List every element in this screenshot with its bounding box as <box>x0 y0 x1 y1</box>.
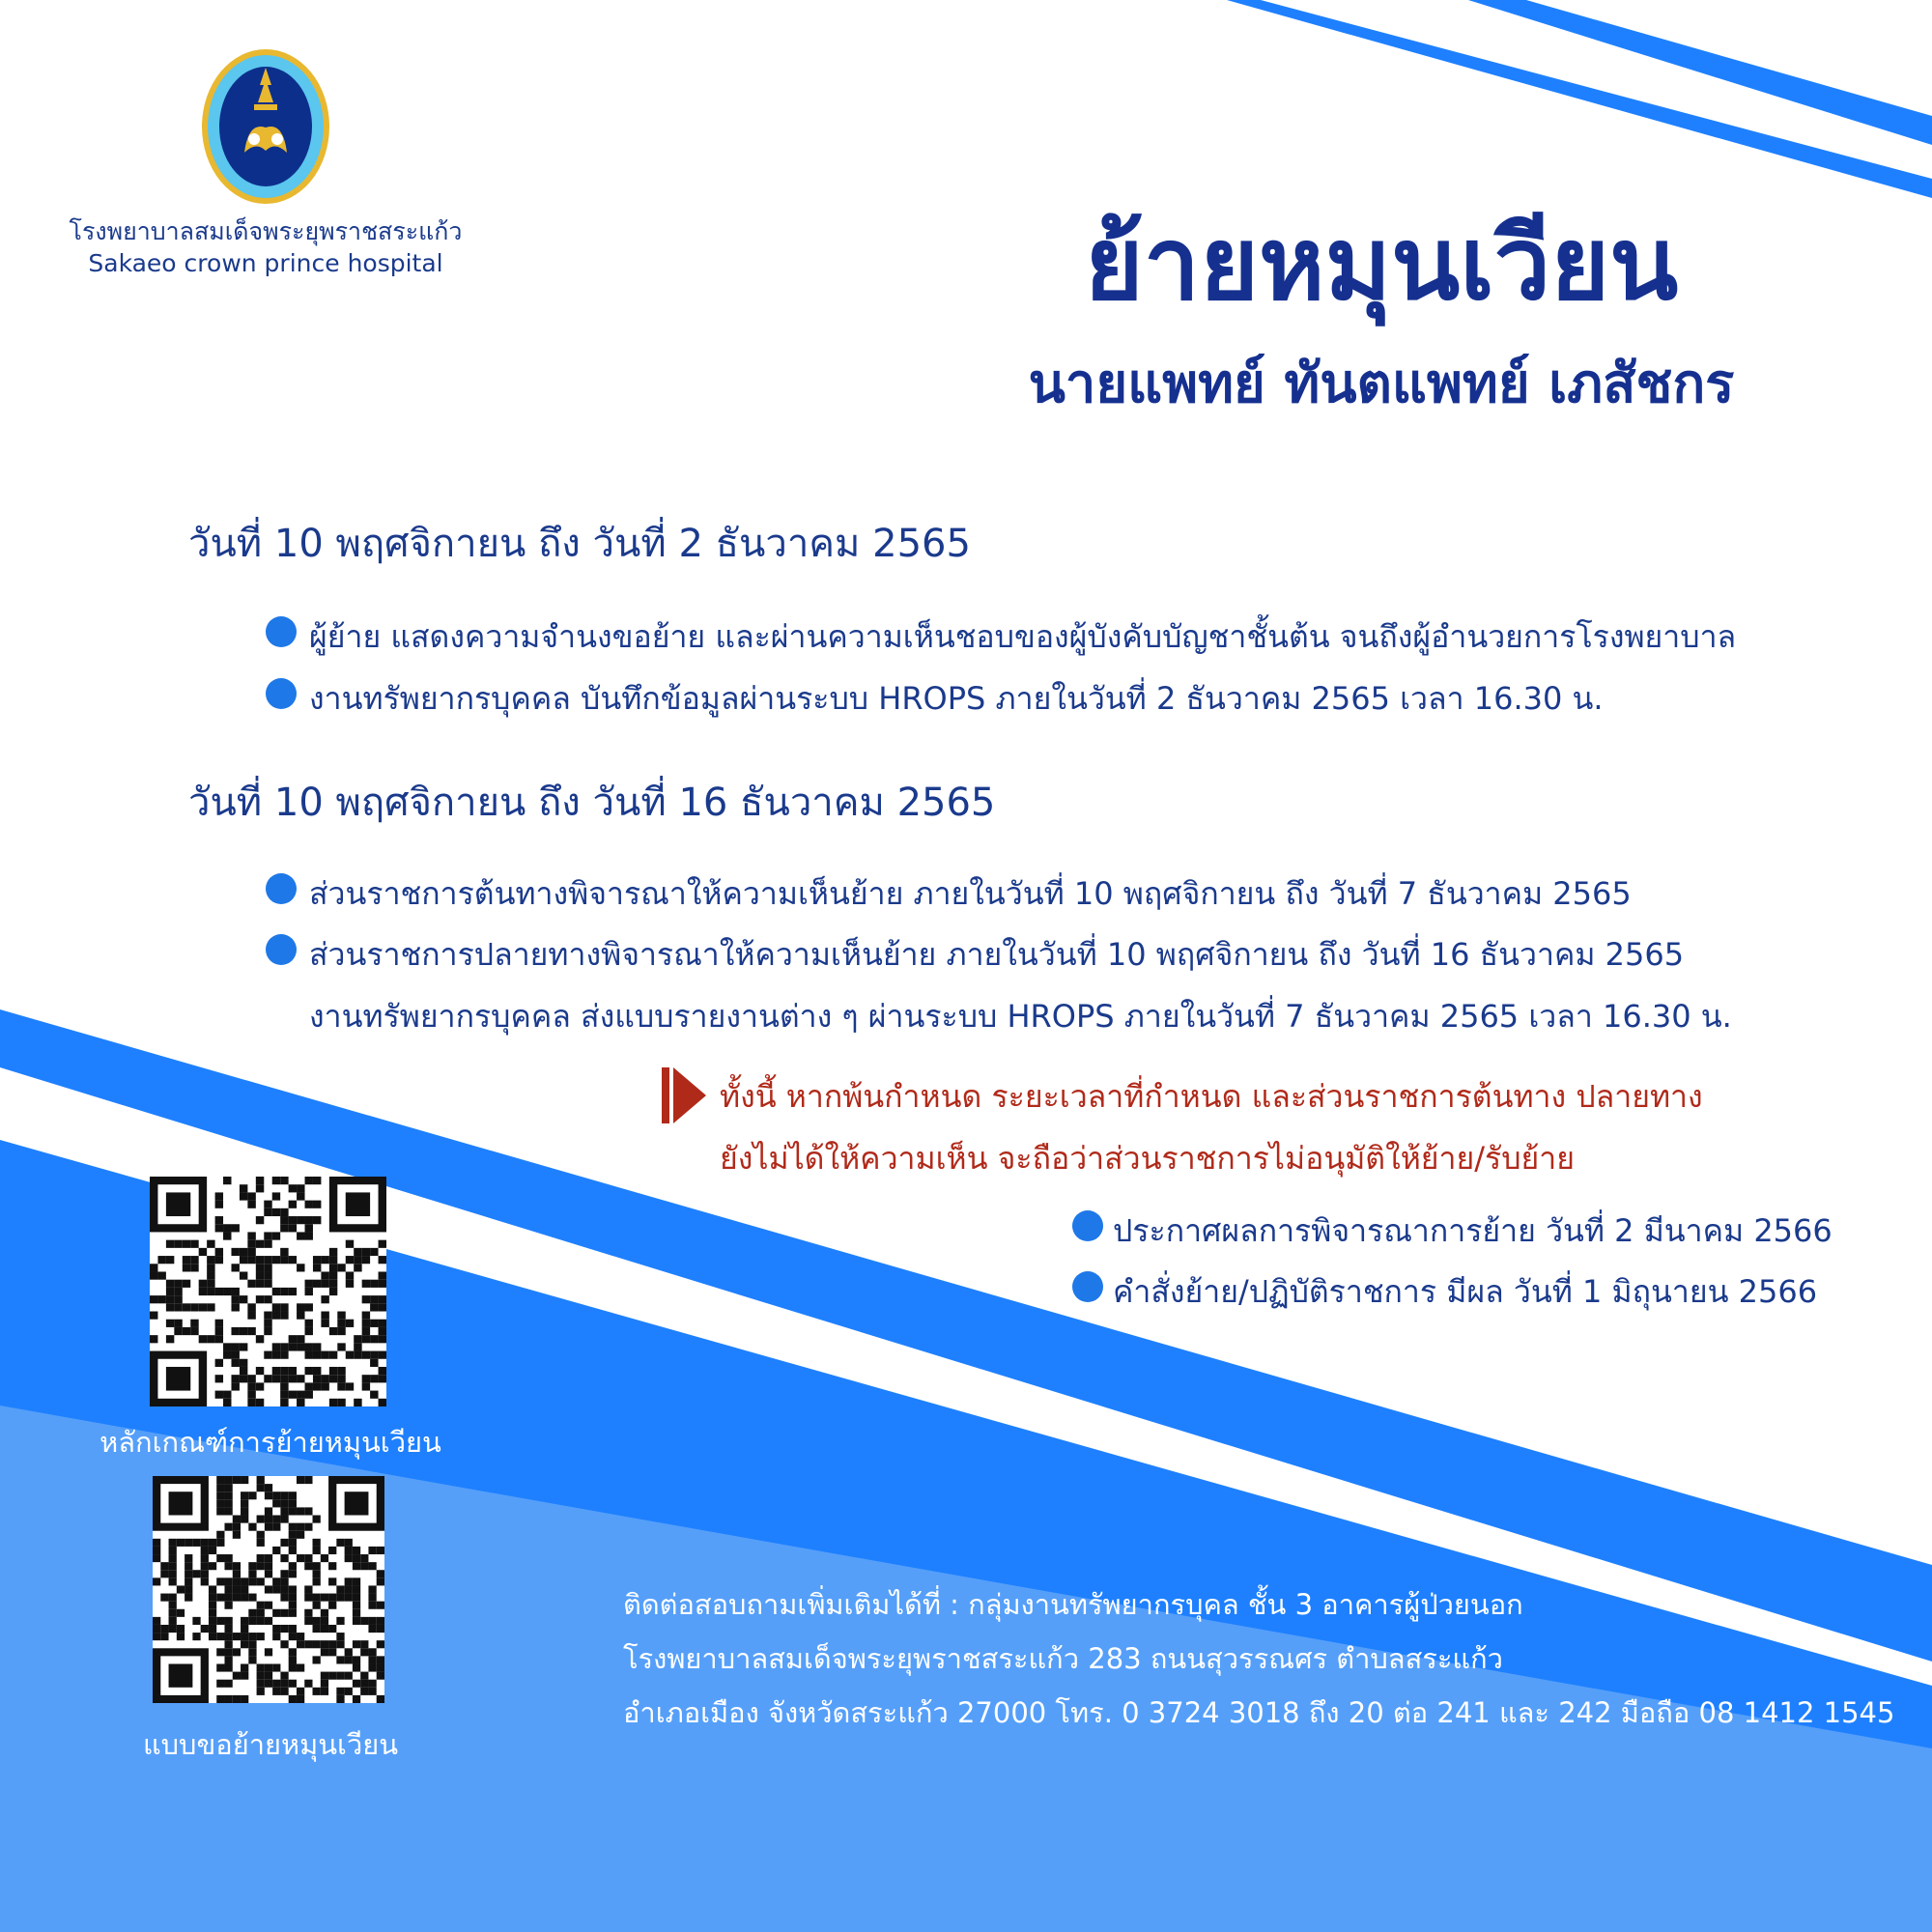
bullet-icon <box>266 616 297 647</box>
contact-line-2: โรงพยาบาลสมเด็จพระยุพราชสระแก้ว 283 ถนนสุวรรณศร ตำบลสระแก้ว <box>623 1642 1503 1675</box>
qr-code-icon[interactable] <box>153 1476 384 1703</box>
section-1-heading: วันที่ 10 พฤศจิกายน ถึง วันที่ 2 ธันวาคม 2565 <box>188 522 971 566</box>
bullet-icon <box>266 678 297 709</box>
play-marker-icon <box>662 1067 706 1123</box>
section-2-item-1: ส่วนราชการต้นทางพิจารณาให้ความเห็นย้าย ภายในวันที่ 10 พฤศจิกายน ถึง วันที่ 7 ธันวาคม 2565 <box>309 875 1632 912</box>
section-2-continuation: งานทรัพยากรบุคคล ส่งแบบรายงานต่าง ๆ ผ่านระบบ HROPS ภายในวันที่ 7 ธันวาคม 2565 เวลา 16.30 น. <box>309 998 1732 1035</box>
note-line-2: ยังไม่ได้ให้ความเห็น จะถือว่าส่วนราชการไม่อนุมัติให้ย้าย/รับย้าย <box>720 1140 1576 1177</box>
contact-line-1: ติดต่อสอบถามเพิ่มเติมได้ที่ : กลุ่มงานทรัพยากรบุคล ชั้น 3 อาคารผู้ป่วยนอก <box>623 1588 1523 1621</box>
bullet-icon <box>266 934 297 965</box>
result-announcement: ประกาศผลการพิจารณาการย้าย วันที่ 2 มีนาคม 2566 <box>1113 1212 1833 1249</box>
section-2-item-2: ส่วนราชการปลายทางพิจารณาให้ความเห็นย้าย ภายในวันที่ 10 พฤศจิกายน ถึง วันที่ 16 ธันวาคม 2565 <box>309 936 1685 973</box>
page-title: ย้ายหมุนเวียน <box>1084 205 1679 323</box>
hospital-logo <box>198 46 333 207</box>
qr-label-form: แบบขอย้ายหมุนเวียน <box>142 1728 399 1761</box>
bullet-icon <box>266 873 297 904</box>
section-1-item-1: ผู้ย้าย แสดงความจำนงขอย้าย และผ่านความเห็นชอบของผู้บังคับบัญชาชั้นต้น จนถึงผู้อำนวยการโรงพยาบาล <box>309 618 1737 655</box>
note-line-1: ทั้งนี้ หากพ้นกำหนด ระยะเวลาที่กำหนด และส่วนราชการต้นทาง ปลายทาง <box>720 1078 1703 1115</box>
section-1-item-2: งานทรัพยากรบุคคล บันทึกข้อมูลผ่านระบบ HROPS ภายในวันที่ 2 ธันวาคม 2565 เวลา 16.30 น. <box>309 680 1604 717</box>
bullet-icon <box>1072 1271 1103 1302</box>
qr-code-icon[interactable] <box>150 1177 386 1406</box>
section-2-heading: วันที่ 10 พฤศจิกายน ถึง วันที่ 16 ธันวาคม 2565 <box>188 781 996 825</box>
qr-label-criteria: หลักเกณฑ์การย้ายหมุนเวียน <box>99 1426 441 1459</box>
page-subtitle: นายแพทย์ ทันตแพทย์ เภสัชกร <box>1028 353 1735 415</box>
hospital-name-thai: โรงพยาบาลสมเด็จพระยุพราชสระแก้ว <box>69 217 463 245</box>
hospital-name-english: Sakaeo crown prince hospital <box>88 249 443 277</box>
bullet-icon <box>1072 1210 1103 1241</box>
contact-line-3: อำเภอเมือง จังหวัดสระแก้ว 27000 โทร. 0 3724 3018 ถึง 20 ต่อ 241 และ 242 มือถือ 08 1412 1545 <box>623 1696 1895 1729</box>
result-order: คำสั่งย้าย/ปฏิบัติราชการ มีผล วันที่ 1 มิถุนายน 2566 <box>1113 1273 1818 1310</box>
